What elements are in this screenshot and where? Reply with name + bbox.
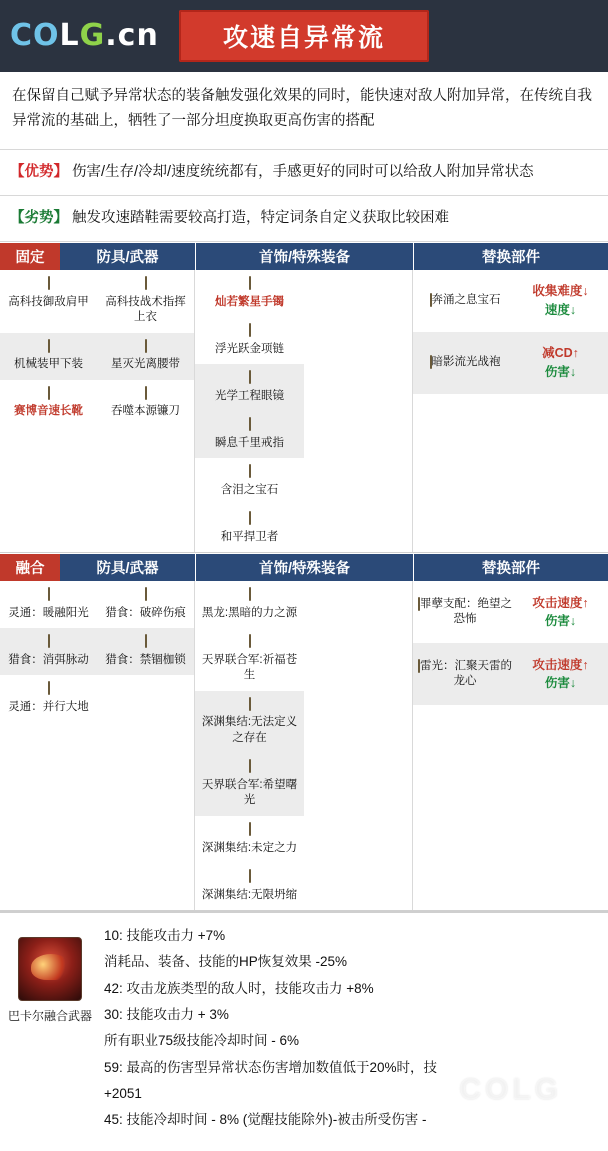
item-icon xyxy=(145,276,147,290)
option-line: 45: 技能冷却时间 - 8% (觉醒技能除外)-被击所受伤害 - xyxy=(104,1112,427,1128)
dragon-head-icon xyxy=(18,937,82,1001)
item-icon xyxy=(418,597,420,611)
item-cell-empty xyxy=(97,675,194,722)
fusion-weapon-item[interactable] xyxy=(0,923,100,1151)
item-icon xyxy=(249,634,251,648)
item-icon xyxy=(249,869,251,883)
item-label: 吞噬本源镰刀 xyxy=(111,405,180,418)
item-label: 灵通：并行大地 xyxy=(8,700,89,713)
section-body-fixed xyxy=(0,270,608,553)
option-line: 10: 技能攻击力 +7% xyxy=(104,928,226,944)
note-advantage-tag: 【优势】 xyxy=(10,163,68,180)
item-icon xyxy=(418,659,420,673)
item-label: 深渊集结:未定之力 xyxy=(201,841,298,854)
item-icon xyxy=(48,634,50,648)
item-label: 浮光跃金项链 xyxy=(215,342,284,355)
item-cell[interactable] xyxy=(97,581,194,628)
item-cell[interactable] xyxy=(0,628,97,675)
item-label: 奔涌之息宝石 xyxy=(431,294,501,307)
item-cell[interactable] xyxy=(0,270,97,333)
column-header-armor-weapon-fixed: 防具/武器 xyxy=(60,243,195,270)
item-icon xyxy=(48,681,50,695)
armor-weapon-list-fusion xyxy=(0,581,195,910)
swap-item xyxy=(415,293,515,309)
item-cell[interactable] xyxy=(97,270,194,333)
watermark: COLG xyxy=(459,1073,562,1107)
item-label: 光学工程眼镜 xyxy=(215,389,284,402)
item-icon xyxy=(249,417,251,431)
item-label: 深渊集结:无限坍缩 xyxy=(201,888,298,901)
item-cell[interactable] xyxy=(195,364,304,411)
item-icon xyxy=(249,511,251,525)
item-cell[interactable] xyxy=(195,753,304,816)
item-icon xyxy=(430,293,432,307)
item-label: 和平捍卫者 xyxy=(220,530,279,543)
note-disadvantage xyxy=(0,196,608,242)
column-header-swap-fusion: 替换部件 xyxy=(413,554,608,581)
swap-effect-up: 攻击速度↑ xyxy=(532,657,589,672)
swap-list-fusion xyxy=(413,581,608,910)
item-cell[interactable] xyxy=(0,675,97,722)
item-icon xyxy=(48,339,50,353)
item-icon xyxy=(145,634,147,648)
item-icon xyxy=(249,323,251,337)
column-header-jewel-fusion: 首饰/特殊装备 xyxy=(195,554,413,581)
item-label: 猎食：禁锢枷锁 xyxy=(105,653,186,666)
item-label: 暗影流光战袍 xyxy=(431,356,501,369)
swap-effects xyxy=(515,594,606,632)
swap-effect-up: 收集难度↓ xyxy=(532,284,589,299)
jewel-list-fusion xyxy=(195,581,413,910)
note-disadvantage-text: 触发攻速踏鞋需要较高打造，特定词条自定义获取比较困难 xyxy=(72,209,449,226)
item-label: 灵通：暖融阳光 xyxy=(8,606,89,619)
option-line: +2051 xyxy=(104,1085,142,1101)
column-header-armor-weapon-fusion: 防具/武器 xyxy=(60,554,195,581)
intro-text: 在保留自己赋予异常状态的装备触发强化效果的同时，能快速对敌人附加异常，在传统自我异常流的基础上，牺牲了一部分坦度换取更高伤害的搭配 xyxy=(0,72,608,150)
option-line: 消耗品、装备、技能的HP恢复效果 -25% xyxy=(104,954,348,970)
item-cell[interactable] xyxy=(97,628,194,675)
item-cell[interactable] xyxy=(195,691,304,754)
swap-item xyxy=(415,659,515,690)
section-label-fixed: 固定 xyxy=(0,243,60,270)
item-icon xyxy=(249,697,251,711)
note-advantage xyxy=(0,150,608,196)
item-cell[interactable] xyxy=(195,505,304,552)
armor-weapon-list-fixed xyxy=(0,270,195,552)
swap-row[interactable] xyxy=(413,332,608,394)
item-icon xyxy=(145,587,147,601)
item-icon xyxy=(249,587,251,601)
swap-effect-down: 伤害↓ xyxy=(544,676,577,691)
item-label: 天界联合军:祈福苍生 xyxy=(201,653,298,682)
item-label: 高科技御敌肩甲 xyxy=(8,295,89,308)
item-icon xyxy=(249,822,251,836)
swap-list-fixed xyxy=(413,270,608,552)
item-label: 赛博音速长靴 xyxy=(14,405,83,418)
site-logo[interactable] xyxy=(10,18,159,53)
jewel-list-fixed xyxy=(195,270,413,552)
item-label: 猎食：破碎伤痕 xyxy=(105,606,186,619)
item-label: 含泪之宝石 xyxy=(220,483,279,496)
logo-part-3: G xyxy=(79,18,106,53)
column-header-jewel-fixed: 首饰/特殊装备 xyxy=(195,243,413,270)
item-cell[interactable] xyxy=(195,458,304,505)
item-cell[interactable] xyxy=(195,628,304,691)
item-icon xyxy=(249,370,251,384)
option-line: 59: 最高的伤害型异常状态伤害增加数值低于20%时，技 xyxy=(104,1059,438,1075)
item-icon xyxy=(145,386,147,400)
item-cell[interactable] xyxy=(195,816,304,863)
swap-row[interactable] xyxy=(413,643,608,705)
item-cell[interactable] xyxy=(195,317,304,364)
item-label: 高科技战术指挥上衣 xyxy=(105,295,186,324)
option-line: 所有职业75级技能冷却时间 - 6% xyxy=(104,1033,300,1049)
item-icon xyxy=(249,276,251,290)
item-label: 瞬息千里戒指 xyxy=(215,436,284,449)
item-icon xyxy=(249,464,251,478)
item-cell[interactable] xyxy=(0,380,97,427)
item-cell[interactable] xyxy=(195,411,304,458)
item-label: 天界联合军:希望曙光 xyxy=(201,778,298,807)
item-cell[interactable] xyxy=(97,380,194,427)
fusion-weapon-options xyxy=(100,923,608,1151)
item-label: 深渊集结:无法定义之存在 xyxy=(201,716,298,744)
section-header-fixed xyxy=(0,242,608,270)
column-header-swap-fixed: 替换部件 xyxy=(413,243,608,270)
swap-effect-up: 减CD↑ xyxy=(542,346,579,361)
section-label-fusion: 融合 xyxy=(0,554,60,581)
swap-effects xyxy=(515,656,606,694)
item-label: 星灭光离腰带 xyxy=(111,358,180,371)
item-cell[interactable] xyxy=(195,270,304,317)
item-icon xyxy=(249,759,251,773)
item-label: 罪孽支配：绝望之恐怖 xyxy=(420,597,512,626)
logo-part-2: L xyxy=(59,18,80,53)
item-cell[interactable] xyxy=(97,333,194,380)
swap-row[interactable] xyxy=(413,270,608,332)
section-header-fusion xyxy=(0,553,608,581)
page-header xyxy=(0,0,608,72)
item-icon xyxy=(48,587,50,601)
fusion-weapon-panel xyxy=(0,911,608,1151)
item-label: 猎食：消弭脉动 xyxy=(8,653,89,666)
item-icon xyxy=(48,386,50,400)
swap-item xyxy=(415,355,515,371)
item-cell[interactable] xyxy=(195,581,304,628)
logo-part-4: .cn xyxy=(105,18,159,53)
fusion-weapon-label: 巴卡尔融合武器 xyxy=(7,1009,92,1024)
note-advantage-text: 伤害/生存/冷却/速度统统都有，手感更好的同时可以给敌人附加异常状态 xyxy=(72,163,534,180)
item-label: 黑龙:黑暗的力之源 xyxy=(201,606,298,619)
page-title: 攻速自异常流 xyxy=(179,10,429,62)
swap-row[interactable] xyxy=(413,581,608,643)
item-cell[interactable] xyxy=(0,581,97,628)
section-body-fusion xyxy=(0,581,608,911)
item-icon xyxy=(430,355,432,369)
option-line: 42: 攻击龙族类型的敌人时，技能攻击力 +8% xyxy=(104,980,374,996)
swap-item xyxy=(415,597,515,628)
item-icon xyxy=(145,339,147,353)
swap-effect-down: 速度↓ xyxy=(544,303,577,318)
item-label: 灿若繁星手镯 xyxy=(215,295,284,308)
logo-part-1: CO xyxy=(10,18,60,53)
option-line: 30: 技能攻击力 + 3% xyxy=(104,1006,229,1022)
item-label: 机械装甲下装 xyxy=(14,358,83,371)
item-cell[interactable] xyxy=(0,333,97,380)
item-cell[interactable] xyxy=(195,863,304,910)
swap-effects xyxy=(515,344,606,382)
note-disadvantage-tag: 【劣势】 xyxy=(10,209,68,226)
swap-effect-down: 伤害↓ xyxy=(544,365,577,380)
item-icon xyxy=(48,276,50,290)
swap-effect-up: 攻击速度↑ xyxy=(532,595,589,610)
swap-effect-down: 伤害↓ xyxy=(544,614,577,629)
item-label: 雷光：汇聚天雷的龙心 xyxy=(420,659,512,688)
swap-effects xyxy=(515,282,606,320)
